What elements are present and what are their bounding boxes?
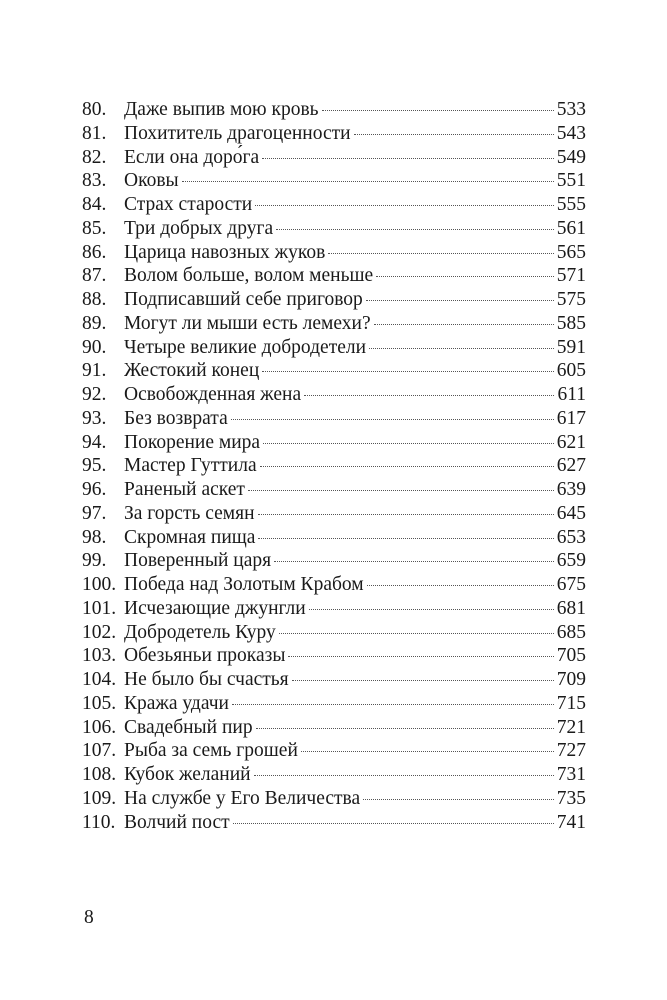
toc-entry-number: 97. xyxy=(82,502,107,524)
toc-dot-leader xyxy=(276,229,554,230)
toc-entry-page: 621 xyxy=(556,431,586,453)
toc-dot-leader xyxy=(367,585,554,586)
toc-entry-title: Свадебный пир xyxy=(124,716,253,738)
toc-entry-number: 87. xyxy=(82,265,107,287)
toc-entry-title: Похититель драгоценности xyxy=(124,122,351,144)
toc-entry-number: 90. xyxy=(82,336,107,358)
toc-entry-page: 709 xyxy=(556,669,586,690)
toc-entry xyxy=(82,193,586,217)
toc-entry-page: 653 xyxy=(556,526,586,548)
toc-entry-number: 101. xyxy=(82,597,117,619)
toc-dot-leader xyxy=(322,110,554,111)
toc-entry-page: 741 xyxy=(556,811,586,833)
toc-entry-title: Могут ли мыши есть лемехи? xyxy=(124,312,371,334)
toc-entry xyxy=(82,787,586,811)
toc-entry-title: Без возврата xyxy=(124,407,228,429)
toc-entry-title: Поверенный царя xyxy=(124,550,272,572)
toc-entry-number: 91. xyxy=(82,360,107,382)
toc-entry-number: 93. xyxy=(82,407,107,429)
toc-entry-title: Жестокий конец xyxy=(124,360,260,382)
toc-entry-number: 94. xyxy=(82,431,107,453)
toc-entry-title: Даже выпив мою кровь xyxy=(124,99,319,120)
toc-dot-leader xyxy=(274,561,554,562)
toc-entry-page: 705 xyxy=(556,645,586,667)
toc-dot-leader xyxy=(260,466,554,467)
toc-entry-number: 83. xyxy=(82,170,107,192)
toc-entry-page: 591 xyxy=(556,336,586,358)
toc-dot-leader xyxy=(233,823,554,824)
toc-entry-number: 95. xyxy=(82,455,107,477)
toc-entry xyxy=(82,644,586,668)
toc-entry xyxy=(82,621,586,645)
toc-entry-page: 605 xyxy=(556,360,586,382)
toc-dot-leader xyxy=(304,395,554,396)
toc-entry-title: Волчий пост xyxy=(124,811,230,833)
toc-dot-leader xyxy=(309,609,554,610)
toc-entry-title: Обезьяньи проказы xyxy=(124,645,286,667)
toc-dot-leader xyxy=(328,253,553,254)
toc-entry-page: 533 xyxy=(556,99,586,120)
toc-dot-leader xyxy=(254,775,554,776)
toc-dot-leader xyxy=(258,538,553,539)
toc-dot-leader xyxy=(354,134,554,135)
toc-entry-number: 81. xyxy=(82,122,107,144)
toc-entry xyxy=(82,146,586,170)
toc-dot-leader xyxy=(363,799,554,800)
table-of-contents xyxy=(82,98,586,834)
toc-entry-number: 99. xyxy=(82,550,107,572)
toc-entry xyxy=(82,478,586,502)
toc-entry-page: 685 xyxy=(556,621,586,643)
toc-entry xyxy=(82,98,586,122)
toc-entry-page: 555 xyxy=(556,194,586,215)
toc-entry-title: Освобожденная жена xyxy=(124,384,302,405)
toc-entry-title: Подписавший себе приговор xyxy=(124,289,363,310)
toc-entry-page: 675 xyxy=(556,574,586,595)
toc-entry-title: Не было бы счастья xyxy=(124,669,289,690)
toc-entry-title: На службе у Его Величества xyxy=(124,787,361,809)
toc-dot-leader xyxy=(256,728,554,729)
toc-entry-page: 617 xyxy=(556,407,586,429)
toc-entry-title: Оковы xyxy=(124,170,179,192)
toc-entry-page: 543 xyxy=(556,122,586,144)
toc-entry-number: 82. xyxy=(82,146,107,168)
toc-entry-number: 108. xyxy=(82,764,117,785)
toc-entry xyxy=(82,217,586,241)
toc-entry xyxy=(82,407,586,431)
toc-entry-title: Раненый аскет xyxy=(124,479,245,500)
toc-dot-leader xyxy=(258,514,554,515)
toc-entry-page: 659 xyxy=(556,550,586,572)
toc-entry-page: 571 xyxy=(556,265,586,287)
toc-entry-number: 105. xyxy=(82,692,117,714)
toc-dot-leader xyxy=(232,704,554,705)
toc-entry-title: Царица навозных жуков xyxy=(124,241,326,263)
toc-entry-title: Добродетель Куру xyxy=(124,621,276,643)
page-number: 8 xyxy=(84,907,94,928)
toc-entry-page: 627 xyxy=(556,455,586,477)
toc-entry-number: 107. xyxy=(82,740,117,762)
toc-entry xyxy=(82,692,586,716)
toc-entry-page: 735 xyxy=(556,787,586,809)
toc-entry-page: 731 xyxy=(556,764,586,785)
toc-entry-title: Исчезающие джунгли xyxy=(124,597,306,619)
toc-entry xyxy=(82,763,586,787)
toc-dot-leader xyxy=(262,158,554,159)
toc-entry-title: Четыре великие добродетели xyxy=(124,336,367,358)
toc-dot-leader xyxy=(279,633,554,634)
toc-entry xyxy=(82,454,586,478)
toc-dot-leader xyxy=(288,656,553,657)
toc-entry-title: Кража удачи xyxy=(124,692,229,714)
toc-entry-page: 639 xyxy=(556,479,586,500)
toc-entry xyxy=(82,573,586,597)
toc-dot-leader xyxy=(263,443,554,444)
toc-dot-leader xyxy=(369,348,554,349)
toc-dot-leader xyxy=(182,181,554,182)
toc-dot-leader xyxy=(231,419,554,420)
toc-dot-leader xyxy=(301,751,554,752)
toc-entry-title: Если она доро́га xyxy=(124,146,260,168)
toc-entry xyxy=(82,431,586,455)
toc-entry xyxy=(82,549,586,573)
toc-entry-number: 103. xyxy=(82,645,117,667)
toc-entry-number: 98. xyxy=(82,526,107,548)
toc-dot-leader xyxy=(255,205,554,206)
toc-entry xyxy=(82,739,586,763)
toc-entry-number: 85. xyxy=(82,217,107,239)
toc-entry xyxy=(82,502,586,526)
toc-entry xyxy=(82,336,586,360)
toc-entry-number: 89. xyxy=(82,312,107,334)
toc-entry-number: 86. xyxy=(82,241,107,263)
toc-entry-number: 96. xyxy=(82,479,107,500)
toc-entry-page: 611 xyxy=(557,384,586,405)
toc-dot-leader xyxy=(366,300,554,301)
toc-entry-title: Скромная пища xyxy=(124,526,256,548)
toc-dot-leader xyxy=(376,276,554,277)
toc-entry-title: Покорение мира xyxy=(124,431,261,453)
toc-entry-title: Три добрых друга xyxy=(124,217,274,239)
toc-entry-title: Мастер Гуттила xyxy=(124,455,257,477)
toc-entry-page: 721 xyxy=(556,716,586,738)
toc-dot-leader xyxy=(374,324,554,325)
toc-entry-number: 88. xyxy=(82,289,107,310)
toc-entry-page: 585 xyxy=(556,312,586,334)
toc-entry xyxy=(82,264,586,288)
toc-entry-number: 84. xyxy=(82,194,107,215)
toc-entry xyxy=(82,716,586,740)
toc-entry-page: 561 xyxy=(556,217,586,239)
toc-entry-title: Страх старости xyxy=(124,194,253,215)
toc-entry xyxy=(82,122,586,146)
toc-entry xyxy=(82,312,586,336)
toc-dot-leader xyxy=(248,490,554,491)
toc-entry-title: Победа над Золотым Крабом xyxy=(124,574,364,595)
toc-entry xyxy=(82,241,586,265)
toc-entry-title: За горсть семян xyxy=(124,502,255,524)
toc-entry-title: Волом больше, волом меньше xyxy=(124,265,374,287)
toc-entry-number: 92. xyxy=(82,384,107,405)
toc-entry-number: 80. xyxy=(82,99,107,120)
toc-entry-number: 102. xyxy=(82,621,117,643)
toc-entry-page: 549 xyxy=(556,146,586,168)
toc-entry-number: 100. xyxy=(82,574,117,595)
toc-entry-page: 727 xyxy=(556,740,586,762)
toc-entry xyxy=(82,668,586,692)
toc-entry-number: 109. xyxy=(82,787,117,809)
toc-entry-number: 106. xyxy=(82,716,117,738)
toc-dot-leader xyxy=(262,371,553,372)
toc-entry xyxy=(82,383,586,407)
toc-entry-page: 645 xyxy=(556,502,586,524)
toc-entry-page: 715 xyxy=(556,692,586,714)
toc-dot-leader xyxy=(292,680,554,681)
toc-entry xyxy=(82,169,586,193)
toc-entry-page: 551 xyxy=(556,170,586,192)
toc-entry-page: 575 xyxy=(556,289,586,310)
toc-entry-number: 110. xyxy=(82,811,116,833)
toc-entry-page: 681 xyxy=(556,597,586,619)
toc-entry xyxy=(82,526,586,550)
toc-entry-title: Кубок желаний xyxy=(124,764,251,785)
toc-entry xyxy=(82,288,586,312)
toc-entry-number: 104. xyxy=(82,669,117,690)
toc-entry xyxy=(82,811,586,835)
toc-entry xyxy=(82,359,586,383)
toc-entry xyxy=(82,597,586,621)
toc-entry-page: 565 xyxy=(556,241,586,263)
toc-entry-title: Рыба за семь грошей xyxy=(124,740,298,762)
